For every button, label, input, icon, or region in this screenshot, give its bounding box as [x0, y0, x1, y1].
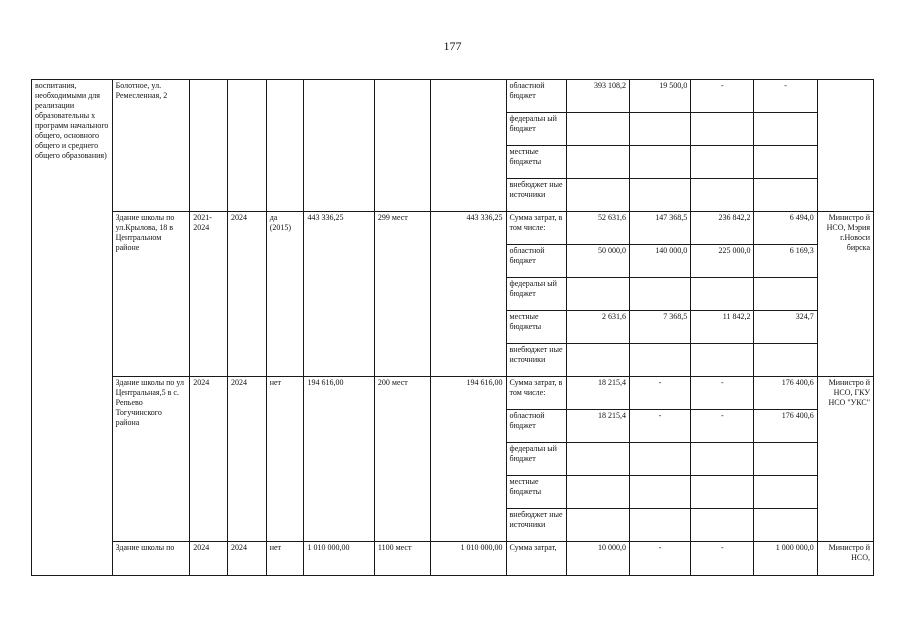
- value-cell: 236 842,2: [691, 212, 754, 245]
- project-name: Здание школы по ул.Крылова, 18 в Центральном районе: [112, 212, 190, 377]
- completion-cell: 2024: [227, 377, 266, 542]
- completion-cell: [227, 80, 266, 212]
- value-cell: -: [754, 80, 817, 113]
- value-cell: -: [691, 410, 754, 443]
- source-cell: федеральн ый бюджет: [506, 278, 566, 311]
- source-cell: федеральн ый бюджет: [506, 443, 566, 476]
- years-cell: 2021-2024: [190, 212, 228, 377]
- cost-cell: [304, 80, 374, 212]
- source-cell: федеральн ый бюджет: [506, 113, 566, 146]
- source-cell: внебюджет ные источники: [506, 509, 566, 542]
- source-cell: Сумма затрат, в том числе:: [506, 377, 566, 410]
- source-cell: внебюджет ные источники: [506, 179, 566, 212]
- value-cell: 52 631,6: [566, 212, 629, 245]
- source-cell: местные бюджеты: [506, 146, 566, 179]
- value-cell: -: [691, 377, 754, 410]
- value-cell: 18 215,4: [566, 410, 629, 443]
- purpose-cell: воспитания, необходимыми для реализации образовательны х программ начального общего, основного общего и среднего общего образования): [32, 80, 113, 576]
- capacity-cell: 200 мест: [374, 377, 430, 542]
- value-cell: 176 400,6: [754, 410, 817, 443]
- cost-total-cell: 194 616,00: [431, 377, 507, 542]
- value-cell: 18 215,4: [566, 377, 629, 410]
- source-cell: областной бюджет: [506, 410, 566, 443]
- years-cell: 2024: [190, 377, 228, 542]
- value-cell: 6 169,3: [754, 245, 817, 278]
- page-number: 177: [443, 39, 462, 53]
- cost-cell: 1 010 000,00: [304, 542, 374, 576]
- capacity-cell: 1100 мест: [374, 542, 430, 576]
- value-cell: -: [691, 80, 754, 113]
- design-cell: нет: [266, 542, 304, 576]
- project-name: Здание школы по ул Центральная,5 в с. Репьево Тогучинского района: [112, 377, 190, 542]
- capacity-cell: 299 мест: [374, 212, 430, 377]
- years-cell: [190, 80, 228, 212]
- design-cell: да (2015): [266, 212, 304, 377]
- value-cell: 225 000,0: [691, 245, 754, 278]
- value-cell: -: [629, 542, 690, 576]
- project-name: Здание школы по: [112, 542, 190, 576]
- cost-total-cell: 443 336,25: [431, 212, 507, 377]
- source-cell: местные бюджеты: [506, 476, 566, 509]
- value-cell: 6 494,0: [754, 212, 817, 245]
- value-cell: 50 000,0: [566, 245, 629, 278]
- value-cell: 7 368,5: [629, 311, 690, 344]
- value-cell: 147 368,5: [629, 212, 690, 245]
- responsible-cell: [817, 80, 873, 212]
- design-cell: нет: [266, 377, 304, 542]
- capacity-cell: [374, 80, 430, 212]
- value-cell: 1 000 000,0: [754, 542, 817, 576]
- value-cell: 11 842,2: [691, 311, 754, 344]
- responsible-cell: Министро й НСО, Мэрия г.Новоси бирска: [817, 212, 873, 377]
- source-cell: местные бюджеты: [506, 311, 566, 344]
- value-cell: -: [691, 542, 754, 576]
- value-cell: 10 000,0: [566, 542, 629, 576]
- responsible-cell: Министро й НСО, ГКУ НСО "УКС": [817, 377, 873, 542]
- responsible-cell: Министро й НСО,: [817, 542, 873, 576]
- project-name: Болотное, ул. Ремесленная, 2: [112, 80, 190, 212]
- years-cell: 2024: [190, 542, 228, 576]
- value-cell: 176 400,6: [754, 377, 817, 410]
- source-cell: областной бюджет: [506, 80, 566, 113]
- completion-cell: 2024: [227, 212, 266, 377]
- cost-cell: 194 616,00: [304, 377, 374, 542]
- value-cell: -: [629, 377, 690, 410]
- value-cell: -: [629, 410, 690, 443]
- budget-table: [31, 79, 874, 576]
- value-cell: 2 631,6: [566, 311, 629, 344]
- cost-total-cell: [431, 80, 507, 212]
- completion-cell: 2024: [227, 542, 266, 576]
- source-cell: Сумма затрат,: [506, 542, 566, 576]
- source-cell: Сумма затрат, в том числе:: [506, 212, 566, 245]
- source-cell: внебюджет ные источники: [506, 344, 566, 377]
- value-cell: 140 000,0: [629, 245, 690, 278]
- source-cell: областной бюджет: [506, 245, 566, 278]
- cost-cell: 443 336,25: [304, 212, 374, 377]
- design-cell: [266, 80, 304, 212]
- cost-total-cell: 1 010 000,00: [431, 542, 507, 576]
- value-cell: 19 500,0: [629, 80, 690, 113]
- value-cell: 393 108,2: [566, 80, 629, 113]
- value-cell: 324,7: [754, 311, 817, 344]
